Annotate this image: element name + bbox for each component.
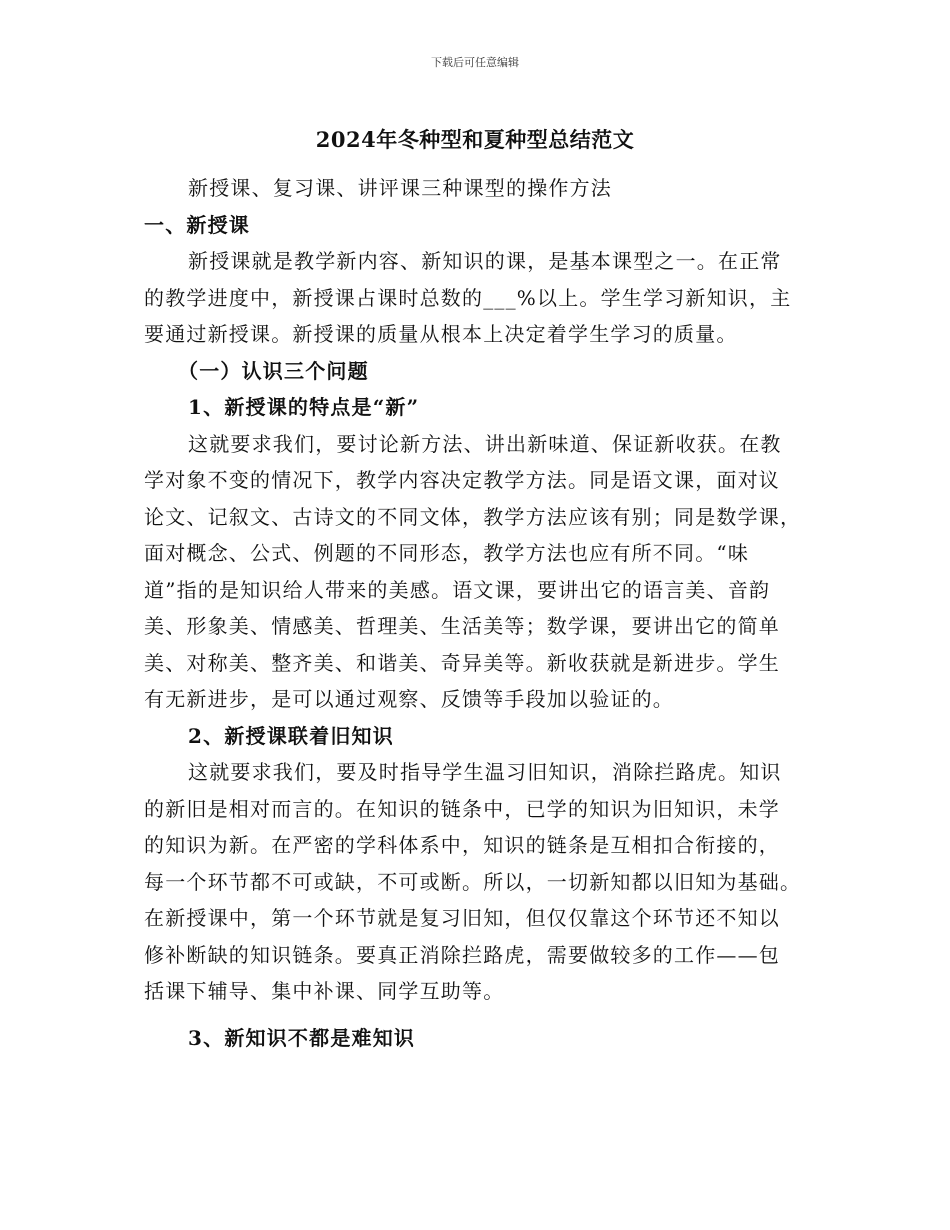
paragraph-line: 美、形象美、情感美、哲理美、生活美等；数学课，要讲出它的简单 bbox=[144, 614, 780, 638]
paragraph-line: 新授课就是教学新内容、新知识的课，是基本课型之一。在正常 bbox=[188, 249, 782, 273]
header-note: 下载后可任意编辑 bbox=[431, 56, 519, 69]
paragraph-line: 这就要求我们，要讨论新方法、讲出新味道、保证新收获。在教 bbox=[188, 431, 782, 456]
paragraph-line: 的知识为新。在严密的学科体系中，知识的链条是互相扣合衔接的， bbox=[144, 833, 780, 857]
paragraph-line: 美、对称美、整齐美、和谐美、奇异美等。新收获就是新进步。学生 bbox=[144, 650, 780, 675]
paragraph-line: 修补断缺的知识链条。要真正消除拦路虎，需要做较多的工作——包 bbox=[144, 942, 780, 967]
section-heading: 一、新授课 bbox=[144, 212, 250, 237]
paragraph-line: 的教学进度中，新授课占课时总数的___%以上。学生学习新知识，主 bbox=[144, 285, 792, 310]
paragraph-line: 在新授课中，第一个环节就是复习旧知，但仅仅靠这个环节还不知以 bbox=[144, 906, 780, 930]
point-heading: 2、新授课联着旧知识 bbox=[188, 723, 394, 748]
paragraph-line: 这就要求我们，要及时指导学生温习旧知识，消除拦路虎。知识 bbox=[188, 760, 782, 784]
intro-line: 新授课、复习课、讲评课三种课型的操作方法 bbox=[188, 176, 612, 200]
paragraph-line: 论文、记叙文、古诗文的不同文体，教学方法应该有别；同是数学课， bbox=[144, 504, 802, 529]
paragraph-line: 的新旧是相对而言的。在知识的链条中，已学的知识为旧知识，未学 bbox=[144, 796, 780, 821]
document-title: 2024年冬种型和夏种型总结范文 bbox=[315, 127, 635, 152]
paragraph-line: 有无新进步，是可以通过观察、反馈等手段加以验证的。 bbox=[144, 687, 674, 711]
paragraph-line: 面对概念、公式、例题的不同形态，教学方法也应有所不同。“味 bbox=[144, 541, 750, 565]
paragraph-line: 要通过新授课。新授课的质量从根本上决定着学生学习的质量。 bbox=[144, 322, 738, 346]
point-heading: 3、新知识不都是难知识 bbox=[188, 1025, 416, 1050]
subsection-heading: （一）认识三个问题 bbox=[178, 358, 369, 383]
paragraph-line: 每一个环节都不可或缺，不可或断。所以，一切新知都以旧知为基础。 bbox=[144, 869, 802, 894]
paragraph-line: 学对象不变的情况下，教学内容决定教学方法。同是语文课，面对议 bbox=[144, 468, 780, 492]
point-heading: 1、新授课的特点是“新” bbox=[188, 395, 420, 419]
paragraph-line: 道”指的是知识给人带来的美感。语文课，要讲出它的语言美、音韵 bbox=[144, 577, 771, 602]
document-body bbox=[144, 170, 812, 1056]
paragraph-line: 括课下辅导、集中补课、同学互助等。 bbox=[144, 979, 505, 1003]
